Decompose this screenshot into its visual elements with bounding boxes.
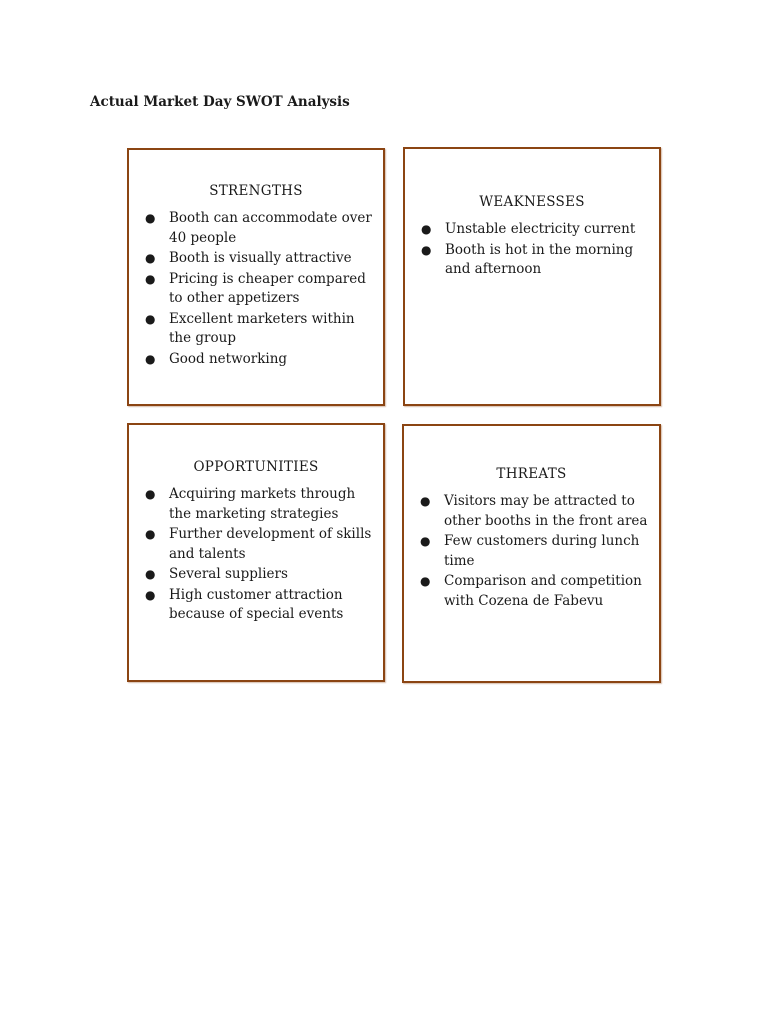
bullet-icon: ● [420, 534, 431, 548]
strengths-list [129, 209, 383, 369]
bullet-icon: ● [145, 351, 156, 366]
list-item: ● Several suppliers [129, 565, 383, 585]
list-item: ● Good networking [129, 350, 383, 370]
threats-heading: THREATS [496, 466, 567, 482]
list-item: ● Comparison and competition with Cozena de Fabevu [420, 573, 642, 609]
list-item: ● High customer attraction because of special events [145, 586, 344, 622]
bullet-icon: ● [145, 567, 156, 581]
opportunities-heading: OPPORTUNITIES [193, 459, 319, 475]
list-item: ● Unstable electricity current [405, 220, 659, 240]
list-item: ● Booth can accommodate over 40 people [145, 210, 372, 246]
page-title: Actual Market Day SWOT Analysis [90, 94, 350, 110]
strengths-heading: STRENGTHS [209, 183, 303, 199]
list-item: ● Booth is hot in the morning and afternoon [421, 241, 634, 277]
list-item: ● Visitors may be attracted to other booths in the front area [420, 493, 648, 529]
strengths-box [127, 148, 385, 406]
bullet-icon: ● [145, 251, 156, 265]
list-item: ● Excellent marketers within the group [145, 310, 355, 346]
weaknesses-heading: WEAKNESSES [479, 194, 585, 210]
bullet-icon: ● [145, 211, 156, 225]
list-item: ● Booth is visually attractive [129, 249, 383, 269]
opportunities-list [129, 485, 383, 625]
opportunities-box [127, 423, 385, 682]
bullet-icon: ● [145, 587, 156, 602]
list-item: ● Acquiring markets through the marketing strategies [145, 486, 356, 522]
list-item: ● Pricing is cheaper compared to other appetizers [145, 270, 366, 306]
bullet-icon: ● [145, 487, 156, 501]
bullet-icon: ● [145, 271, 156, 286]
bullet-icon: ● [145, 527, 156, 541]
bullet-icon: ● [421, 222, 432, 236]
threats-list [404, 492, 659, 611]
bullet-icon: ● [421, 242, 432, 257]
bullet-icon: ● [420, 574, 431, 588]
weaknesses-list [405, 220, 659, 280]
threats-box [402, 424, 661, 683]
bullet-icon: ● [145, 311, 156, 326]
list-item: ● Further development of skills and talents [145, 526, 372, 562]
bullet-icon: ● [420, 494, 431, 508]
list-item: ● Few customers during lunch time [420, 533, 640, 569]
weaknesses-box [403, 147, 661, 406]
